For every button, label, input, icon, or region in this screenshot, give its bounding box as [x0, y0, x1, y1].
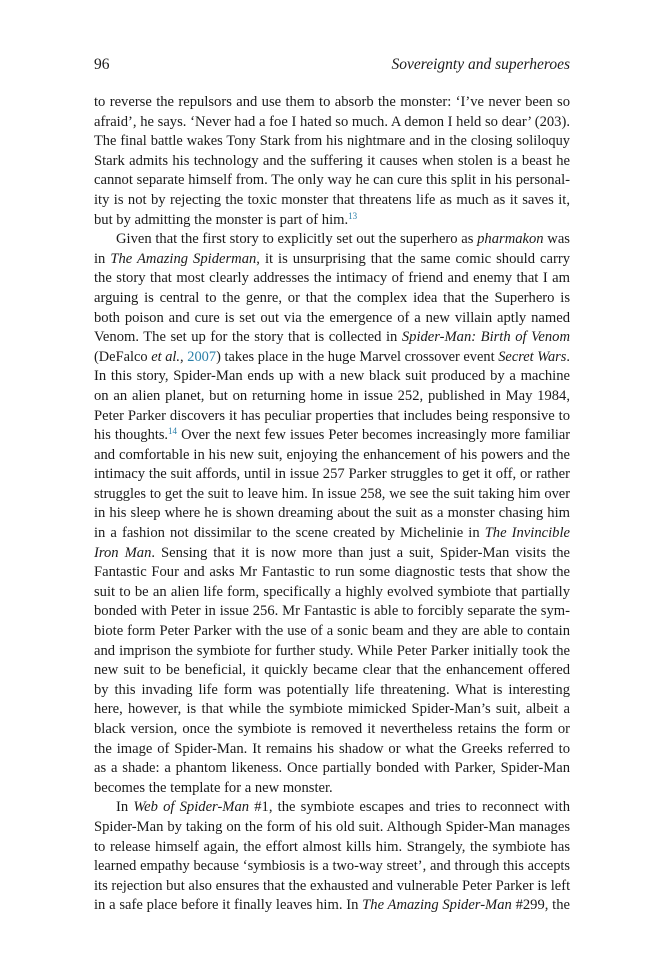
text-line	[94, 896, 570, 916]
text-span: his thoughts.	[94, 427, 169, 444]
text-span: Over the next few issues Peter becomes increasingly more familiar	[177, 427, 571, 444]
text-line: suit to be an alien life form, specifically a highly evolved symbiote that partially	[94, 583, 570, 600]
text-span: #299, the	[511, 897, 570, 914]
italic-title: The Invincible	[484, 525, 570, 542]
text-line	[94, 426, 570, 446]
text-line: its rejection but also ensures that the exhausted and vulnerable Peter Parker is left	[94, 877, 571, 894]
text-line: and imprison the symbiote for further study. While Peter Parker initially took the	[94, 642, 570, 659]
text-line: Peter Parker discovers it has peculiar properties that includes being responsive to	[94, 407, 570, 424]
text-span: was	[543, 231, 570, 248]
text-line	[94, 798, 570, 818]
text-line	[94, 250, 570, 270]
citation-link-2007[interactable]: 2007	[187, 348, 217, 365]
text-line: to release himself again, the effort almost kills him. Strangely, the symbiote has	[94, 838, 570, 855]
italic-title: The Amazing Spider-Man	[362, 897, 512, 914]
text-line: to reverse the repulsors and use them to absorb the monster: ‘I’ve never been so	[94, 94, 570, 110]
text-span: in a safe place before it finally leaves him. In	[94, 897, 363, 914]
text-line: becomes the template for a new monster.	[94, 779, 333, 796]
text-span: , it is unsurprising that the same comic should carry	[256, 250, 570, 267]
text-line	[94, 524, 570, 544]
italic-title: The Amazing Spiderman	[110, 250, 257, 267]
text-line: Fantastic Four and asks Mr Fantastic to run some diagnostic tests that show the	[94, 564, 570, 581]
text-line: struggles to get the suit to leave him. In issue 258, we see the suit taking him over	[94, 485, 570, 502]
footnote-marker-13[interactable]: 13	[348, 210, 358, 221]
text-span: Given that the first story to explicitly set out the superhero as	[116, 231, 478, 248]
text-span: #1, the symbiote escapes and tries to reconnect with	[249, 799, 570, 816]
paragraph-3	[94, 798, 570, 916]
text-span: ) takes place in the huge Marvel crossover event	[216, 348, 499, 365]
text-span: in	[94, 250, 111, 267]
text-span: . Sensing that it is now more than just a suit, Spider-Man visits the	[151, 544, 570, 561]
text-span: ,	[180, 348, 188, 365]
text-line: The final battle wakes Tony Stark from his nightmare and in the closing soliloquy	[94, 133, 570, 150]
text-span: in a fashion not dissimilar to the scene created by Michelinie in	[94, 525, 485, 542]
footnote-marker-14[interactable]: 14	[168, 426, 178, 437]
italic-title: Secret Wars	[498, 348, 567, 365]
text-span: but by admitting the monster is part of him.	[94, 211, 349, 228]
text-line: black version, once the symbiote is removed it nevertheless retains the form or	[94, 721, 570, 737]
italic-title: Iron Man	[94, 544, 152, 561]
text-line: on an alien planet, but on returning home in issue 252, published in May 1984,	[94, 387, 570, 404]
text-line	[94, 230, 570, 250]
text-line: here, however, is that while the symbiote mimicked Spider-Man’s suit, albeit a	[94, 701, 570, 718]
text-line: and comfortable in his new suit, enjoying the enhancement of his powers and the	[94, 446, 570, 463]
text-line: ity is not by rejecting the toxic monster that threatens life as much as it saves it,	[94, 191, 570, 208]
italic-title: Spider-Man: Birth of Venom	[401, 329, 571, 346]
running-head: Sovereignty and superheroes	[391, 56, 570, 73]
text-line	[94, 544, 570, 564]
text-line: Stark admits his technology and the suffering it causes when stolen is a beast he	[94, 152, 570, 169]
text-line: the image of Spider-Man. It remains his shadow or what the Greeks referred to	[94, 740, 570, 757]
text-line: in his sleep where he is shown dreaming about the suit as a monster chasing him	[94, 505, 570, 522]
text-line: bonded with Peter in issue 256. Mr Fantastic is able to forcibly separate the sym-	[94, 603, 570, 620]
text-line: arguing is central to the genre, or that the complex idea that the Superhero is	[94, 289, 570, 306]
text-line: by this invading life form was potentially life threatening. What is interesting	[94, 681, 570, 698]
body-text	[94, 93, 570, 916]
page-header	[94, 56, 570, 78]
text-span: In	[116, 799, 134, 816]
italic-title: Web of Spider-Man	[133, 799, 250, 816]
text-line	[94, 328, 570, 348]
text-line: Spider-Man by taking on the form of his old suit. Although Spider-Man manages	[94, 818, 570, 835]
text-line: cannot separate himself from. The only way he can cure this split in his personal-	[94, 172, 570, 189]
text-line: In this story, Spider-Man ends up with a new black suit produced by a machine	[94, 368, 570, 385]
text-line	[94, 348, 570, 368]
paragraph-1	[94, 93, 570, 230]
italic-term: pharmakon	[477, 231, 544, 248]
text-span: (DeFalco	[94, 348, 152, 365]
text-span: Venom. The set up for the story that is collected in	[94, 329, 402, 346]
text-line: biote form Peter Parker with the use of a sonic beam and they are able to contain	[94, 623, 570, 640]
paragraph-2	[94, 230, 570, 798]
text-line: afraid’, he says. ‘Never had a foe I hated so much. A demon I held so dear’ (203).	[94, 113, 570, 130]
text-line: the story that most clearly addresses the intimacy of friend and enemy that I am	[94, 270, 570, 287]
text-line: intimacy the suit affords, until in issue 257 Parker struggles to get it off, or rather	[94, 466, 570, 483]
text-line	[94, 211, 570, 231]
text-line: learned empathy because ‘symbiosis is a two-way street’, and through this accepts	[94, 858, 570, 875]
text-span: .	[566, 348, 570, 365]
text-line: new suit to be beneficial, it quickly became clear that the enhancement offered	[94, 662, 570, 679]
text-line: both poison and cure is set out via the emergence of a new villain aptly named	[94, 309, 570, 326]
italic-term: et al.	[151, 348, 181, 365]
page-number: 96	[94, 56, 110, 73]
text-line: as a shade: a phantom likeness. Once partially bonded with Parker, Spider-Man	[94, 760, 570, 777]
